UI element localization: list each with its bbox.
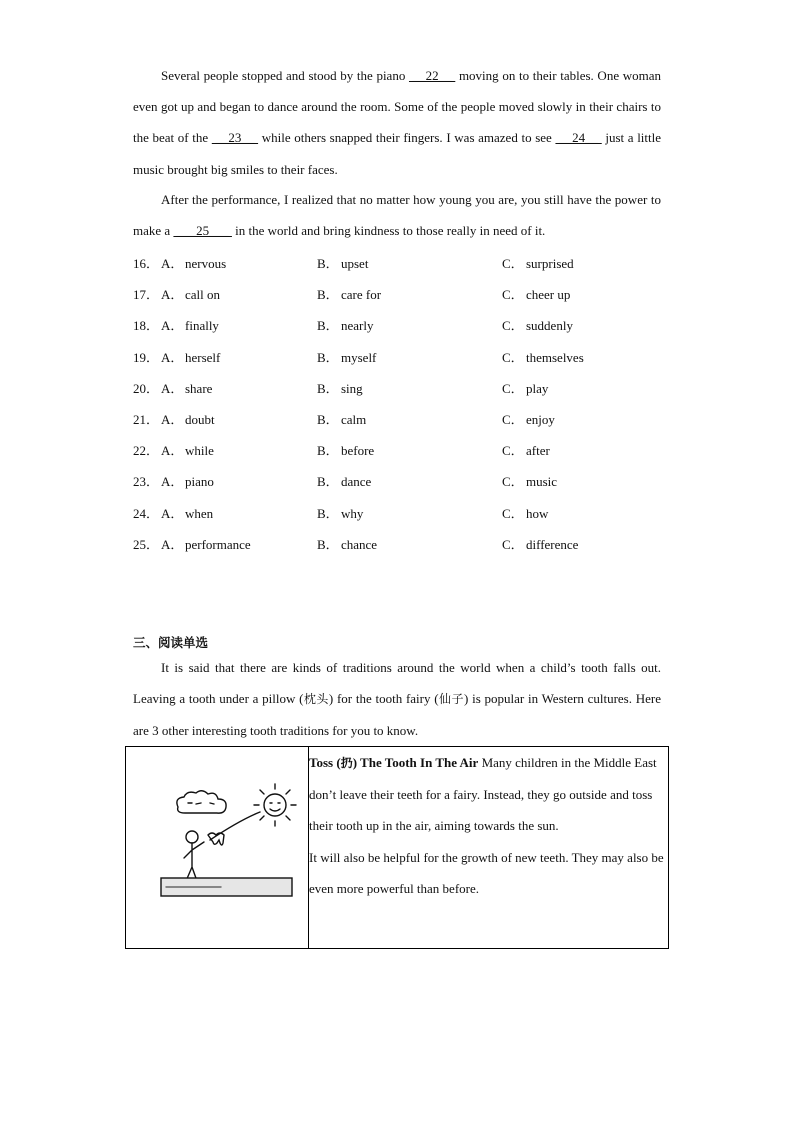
question-number: 20． bbox=[133, 380, 160, 396]
blank-25: ___25___ bbox=[173, 223, 232, 239]
question-number: 25． bbox=[133, 536, 160, 552]
option-b[interactable]: care for bbox=[341, 287, 382, 303]
option-letter-b: B． bbox=[317, 318, 339, 334]
option-letter-a: A． bbox=[161, 474, 184, 490]
question-row bbox=[133, 316, 693, 336]
text-span: in the world and bring kindness to those really in need of it. bbox=[231, 223, 546, 239]
chinese-gloss: 仙子 bbox=[438, 692, 465, 707]
question-number: 16． bbox=[133, 256, 160, 271]
option-c[interactable]: surprised bbox=[526, 256, 574, 271]
blank-23: __23__ bbox=[211, 130, 259, 146]
option-c[interactable]: how bbox=[526, 505, 549, 521]
option-b[interactable]: myself bbox=[341, 349, 377, 365]
option-letter-a: A． bbox=[161, 318, 184, 334]
option-b[interactable]: dance bbox=[341, 474, 372, 490]
question-number: 22． bbox=[133, 443, 160, 459]
question-number: 19． bbox=[133, 349, 160, 365]
passage-paragraph-1 bbox=[133, 60, 661, 185]
option-letter-b: B． bbox=[317, 256, 339, 271]
option-c[interactable]: cheer up bbox=[526, 287, 571, 303]
question-row bbox=[133, 472, 693, 492]
chinese-gloss: 扔 bbox=[340, 756, 353, 770]
tradition-text-cell bbox=[309, 747, 669, 949]
option-letter-a: A． bbox=[161, 505, 184, 521]
option-c[interactable]: themselves bbox=[526, 349, 584, 365]
option-b[interactable]: before bbox=[341, 443, 375, 459]
option-b[interactable]: upset bbox=[341, 256, 369, 271]
text-span: Leaving a tooth under a pillow ( bbox=[133, 691, 304, 707]
section-title: 三、阅读单选 bbox=[133, 635, 209, 650]
blank-22: __22__ bbox=[408, 68, 456, 83]
option-a[interactable]: herself bbox=[185, 349, 221, 365]
option-letter-b: B． bbox=[317, 287, 339, 303]
tradition-paragraph-1 bbox=[309, 747, 668, 842]
option-c[interactable]: music bbox=[526, 474, 558, 490]
text-span: moving on to their tables. One woman even got up and began to dance around the room. Some of the people moved slowly in their chairs to the beat of the bbox=[133, 68, 662, 146]
text-span: Several people stopped and stood by the piano bbox=[161, 68, 409, 83]
blank-24: __24__ bbox=[555, 130, 602, 146]
option-letter-c: C． bbox=[502, 380, 524, 396]
question-row bbox=[133, 410, 693, 430]
option-letter-b: B． bbox=[317, 412, 339, 427]
text-span: Toss ( bbox=[309, 755, 341, 770]
option-letter-b: B． bbox=[317, 505, 339, 521]
cloud-shape bbox=[177, 791, 226, 813]
option-a[interactable]: doubt bbox=[185, 412, 215, 427]
tradition-table bbox=[125, 746, 669, 949]
question-number: 23． bbox=[133, 474, 160, 490]
text-span: Many children in the Middle East don’t leave their teeth for a fairy. Instead, they go outside and toss their tooth up in the air, aiming towards the sun. bbox=[309, 755, 657, 834]
text-span: ) is popular in Western cultures. Here are 3 other interesting tooth traditions for you to know. bbox=[133, 691, 661, 739]
option-letter-a: A． bbox=[161, 412, 184, 427]
question-number: 21． bbox=[133, 412, 160, 427]
option-a[interactable]: nervous bbox=[185, 256, 227, 271]
option-letter-c: C． bbox=[502, 474, 524, 490]
question-row bbox=[133, 285, 693, 305]
option-a[interactable]: piano bbox=[185, 474, 214, 490]
option-c[interactable]: difference bbox=[526, 536, 579, 552]
option-b[interactable]: chance bbox=[341, 536, 378, 552]
option-b[interactable]: sing bbox=[341, 380, 363, 396]
option-letter-c: C． bbox=[502, 256, 524, 271]
illustration-cell bbox=[126, 747, 309, 949]
option-letter-b: B． bbox=[317, 443, 339, 459]
option-a[interactable]: share bbox=[185, 380, 213, 396]
question-row bbox=[133, 441, 693, 461]
option-letter-c: C． bbox=[502, 536, 524, 552]
text-span: just a little music brought big smiles to their faces. bbox=[133, 130, 662, 177]
option-letter-a: A． bbox=[161, 256, 184, 271]
option-letter-c: C． bbox=[502, 412, 524, 427]
option-letter-a: A． bbox=[161, 349, 184, 365]
passage-paragraph-2 bbox=[133, 184, 661, 246]
tradition-paragraph-2: It will also be helpful for the growth of new teeth. They may also be even more powerful than before. bbox=[309, 849, 664, 896]
option-c[interactable]: play bbox=[526, 380, 549, 396]
option-letter-a: A． bbox=[161, 536, 184, 552]
option-a[interactable]: call on bbox=[185, 287, 221, 303]
option-a[interactable]: performance bbox=[185, 536, 251, 552]
question-row bbox=[133, 254, 693, 274]
option-letter-a: A． bbox=[161, 287, 184, 303]
question-number: 18． bbox=[133, 318, 160, 334]
option-a[interactable]: finally bbox=[185, 318, 219, 334]
reading-intro bbox=[133, 652, 661, 747]
option-letter-c: C． bbox=[502, 287, 524, 303]
toss-tooth-illustration bbox=[126, 747, 308, 944]
question-row bbox=[133, 504, 693, 524]
option-b[interactable]: nearly bbox=[341, 318, 374, 334]
option-b[interactable]: calm bbox=[341, 412, 367, 427]
option-a[interactable]: while bbox=[185, 443, 214, 459]
option-c[interactable]: enjoy bbox=[526, 412, 555, 427]
option-b[interactable]: why bbox=[341, 505, 364, 521]
option-letter-b: B． bbox=[317, 536, 339, 552]
question-row bbox=[133, 348, 693, 368]
option-letter-a: A． bbox=[161, 380, 184, 396]
option-letter-b: B． bbox=[317, 380, 339, 396]
option-c[interactable]: suddenly bbox=[526, 318, 573, 334]
text-span: ) for the tooth fairy ( bbox=[328, 691, 439, 707]
option-c[interactable]: after bbox=[526, 443, 550, 459]
text-span: ) The Tooth In The Air bbox=[352, 755, 479, 770]
option-letter-b: B． bbox=[317, 349, 339, 365]
question-number: 24． bbox=[133, 505, 160, 521]
text-span: After the performance, I realized that no matter how young you are, you still have the power to make a bbox=[133, 192, 661, 239]
option-letter-b: B． bbox=[317, 474, 339, 490]
question-row bbox=[133, 535, 693, 555]
option-letter-c: C． bbox=[502, 505, 524, 521]
question-number: 17． bbox=[133, 287, 160, 303]
text-span: It is said that there are kinds of traditions around the world when a child’s tooth falls out. bbox=[161, 660, 661, 675]
chinese-gloss: 枕头 bbox=[303, 692, 329, 707]
option-letter-a: A． bbox=[161, 443, 184, 459]
option-letter-c: C． bbox=[502, 443, 524, 459]
text-span: while others snapped their fingers. I was amazed to see bbox=[258, 130, 556, 146]
tradition-heading bbox=[309, 755, 478, 770]
question-row bbox=[133, 379, 693, 399]
option-letter-c: C． bbox=[502, 349, 524, 365]
option-a[interactable]: when bbox=[185, 505, 214, 521]
option-letter-c: C． bbox=[502, 318, 524, 334]
